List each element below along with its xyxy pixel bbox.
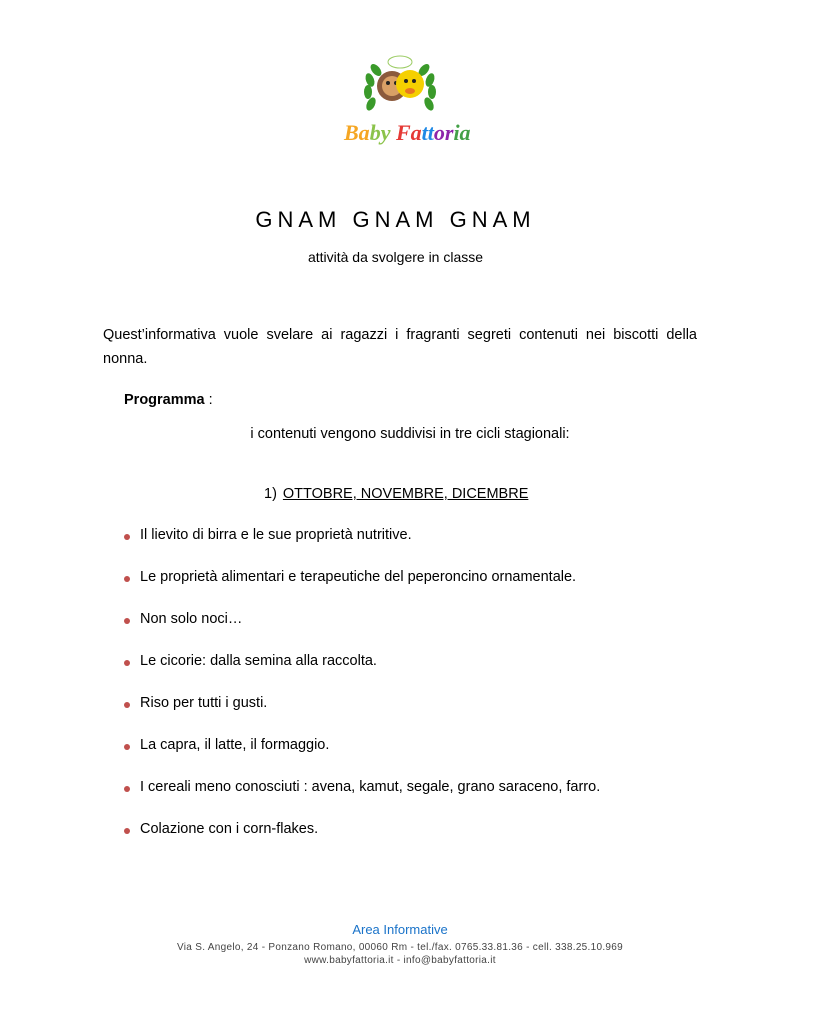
list-item-text: Le proprietà alimentari e terapeutiche del peperoncino ornamentale. [140, 569, 577, 585]
program-colon: : [204, 392, 213, 408]
activity-list [124, 527, 600, 863]
bullet-icon [124, 828, 130, 834]
section-number: 1) [264, 486, 277, 502]
list-item-text: Riso per tutti i gusti. [140, 695, 268, 711]
intro-paragraph: Quest’informativa vuole svelare ai ragazzi i fragranti segreti contenuti nei biscotti della nonna. [103, 327, 697, 367]
footer-web: www.babyfattoria.it - info@babyfattoria.it [304, 955, 496, 966]
program-label: Programma [124, 392, 205, 408]
page-title: GNAM GNAM GNAM [255, 207, 536, 232]
bullet-icon [124, 660, 130, 666]
svg-text:Baby Fattoria: Baby Fattoria [344, 120, 471, 145]
list-item [124, 779, 600, 821]
bullet-icon [124, 744, 130, 750]
list-item [124, 695, 600, 737]
list-item [124, 569, 600, 611]
bullet-icon [124, 618, 130, 624]
bullet-icon [124, 786, 130, 792]
list-item [124, 821, 600, 863]
list-item-text: La capra, il latte, il formaggio. [140, 737, 330, 753]
program-heading [124, 392, 213, 408]
list-item-text: Le cicorie: dalla semina alla raccolta. [140, 653, 377, 669]
bullet-icon [124, 534, 130, 540]
list-item [124, 653, 600, 695]
footer-address: Via S. Angelo, 24 - Ponzano Romano, 00060 Rm - tel./fax. 0765.33.81.36 - cell. 338.25.10.969 [176, 942, 624, 953]
program-description: i contenuti vengono suddivisi in tre cicli stagionali: [250, 426, 570, 442]
list-item-text: I cereali meno conosciuti : avena, kamut, segale, grano saraceno, farro. [140, 779, 601, 795]
page-subtitle: attività da svolgere in classe [307, 249, 484, 265]
list-item [124, 737, 600, 779]
list-item-text: Colazione con i corn-flakes. [140, 821, 319, 837]
footer-area-title: Area Informative [352, 922, 448, 937]
section-title: OTTOBRE, NOVEMBRE, DICEMBRE [282, 486, 529, 502]
list-item-text: Non solo noci… [140, 611, 243, 627]
bullet-icon [124, 702, 130, 708]
section-heading [264, 486, 528, 502]
bullet-icon [124, 576, 130, 582]
list-item-text: Il lievito di birra e le sue proprietà nutritive. [140, 527, 412, 543]
list-item [124, 527, 600, 569]
baby-fattoria-logo [336, 48, 471, 158]
list-item [124, 611, 600, 653]
footer [150, 922, 650, 967]
